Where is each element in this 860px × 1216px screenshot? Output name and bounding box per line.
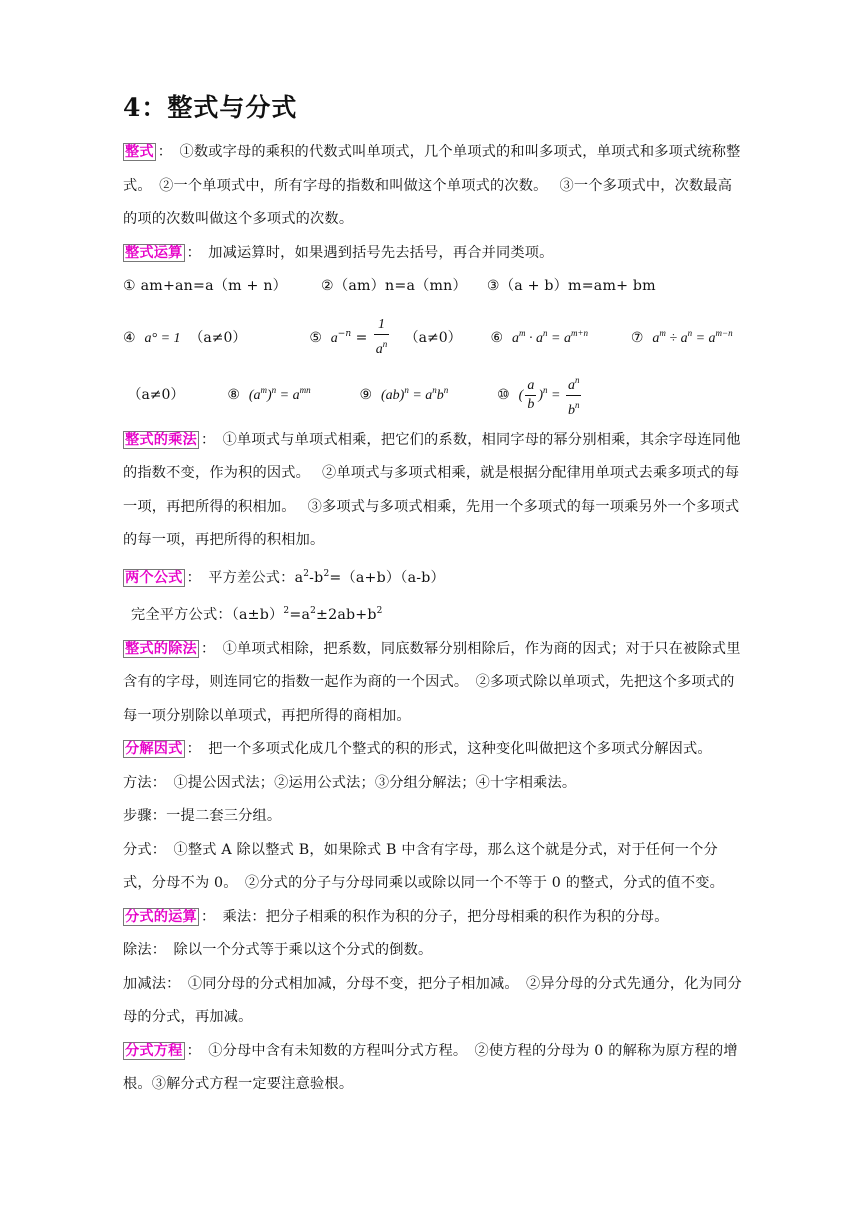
paragraph-chufa: 整式的除法 ： ①单项式相除，把系数，同底数幂分别相除后，作为商的因式；对于只在被除式里含有的字母，则连同它的指数一起作为商的一个因式。 ②多项式除以单项式，先把这个多项式的每一项分别除以单项式，再把所得的商相加。 bbox=[123, 640, 741, 724]
paragraph-gongshi: 两个公式 ： 平方差公式：$a^2-b^2=(a+b)(a-b)$ bbox=[125, 568, 445, 586]
paragraph-chengfa: 整式的乘法 ： ①单项式与单项式相乘，把它们的系数，相同字母的幂分别相乘，其余字母连同他的指数不变，作为积的因式。 ②单项式与多项式相乘，就是根据分配律用单项式去乘多项式的每一项，再把所得的积相加。 ③多项式与多项式相乘，先用一个多项式的每一项乘另外一个多项式的每一项，再把所得的积相加。 bbox=[123, 431, 741, 548]
term-tag: 两个公式 bbox=[125, 569, 183, 586]
term-tag: 整式 bbox=[125, 144, 154, 160]
paragraph-gongshi-2: 完全平方公式：$(a\pm b)^2=a^2\pm 2ab+b^2$ bbox=[131, 606, 383, 623]
paragraph-buzhou: 步骤：一提二套三分组。 bbox=[123, 808, 282, 824]
paragraph-jiajian: 加减法： ①同分母的分式相加减，分母不变，把分子相加减。 ②异分母的分式先通分，化为同分母的分式，再加减。 bbox=[123, 975, 742, 1025]
paragraph-fenjie: 分解因式 ： 把一个多项式化成几个整式的积的形式，这种变化叫做把这个多项式分解因式。 bbox=[125, 741, 712, 757]
fraction: $\frac{a}{b}$ bbox=[527, 377, 535, 412]
fraction: $\frac{a^n}{b^n}$ bbox=[566, 371, 582, 420]
paragraph-yunsuan: 整式运算 ： 加减运算时，如果遇到括号先去括号，再合并同类项。 bbox=[125, 244, 554, 261]
formula-row-1: ④ a° = 1 （a≠0） ⑤ $a^{-n}$ = $\frac{1}{a^n}$ （a≠0） ⑥ $a^m \cdot a^n = a^{m+n}$ ⑦ $a^m \div a^n = a^{m-n}$ bbox=[123, 317, 733, 357]
rules-row: ① am+an=a（m + n） ②（am）n=a（mn） ③（a + b）m=am+ bm bbox=[123, 278, 656, 294]
term-tag: 整式的除法 bbox=[125, 640, 197, 657]
paragraph-fangfa: 方法： ①提公因式法；②运用公式法；③分组分解法；④十字相乘法。 bbox=[123, 774, 577, 791]
fraction: $\frac{1}{a^n}$ bbox=[375, 317, 388, 357]
term-tag: 分解因式 bbox=[125, 741, 183, 757]
term-tag: 分式方程 bbox=[125, 1042, 183, 1059]
formula-row-2: （a≠0） ⑧ $(a^m)^n = a^{mn}$ ⑨ $(ab)^n = a^nb^n$ ⑩ ( $\frac{a}{b}$ )$^n$ = $\frac{a^n}{b^n}$ bbox=[123, 362, 743, 418]
paragraph-fangcheng: 分式方程 ： ①分母中含有未知数的方程叫分式方程。 ②使方程的分母为 0 的解称为原方程的增根。③解分式方程一定要注意验根。 bbox=[123, 1042, 738, 1092]
paragraph-zhengshi: 整式 ： ①数或字母的乘积的代数式叫单项式，几个单项式的和叫多项式，单项式和多项式统称整式。 ②一个单项式中，所有字母的指数和叫做这个单项式的次数。 ③一个多项式中，次数最高的项的次数叫做这个多项式的次数。 bbox=[123, 144, 741, 227]
term-tag: 分式的运算 bbox=[125, 908, 197, 925]
term-tag: 整式运算 bbox=[125, 244, 183, 261]
term-tag: 整式的乘法 bbox=[125, 431, 197, 448]
page-title: 4：整式与分式 bbox=[123, 93, 298, 122]
document-page bbox=[123, 88, 743, 1102]
paragraph-fenshi: 分式： ①整式 A 除以整式 B，如果除式 B 中含有字母，那么这个就是分式，对于任何一个分式，分母不为 0。 ②分式的分子与分母同乘以或除以同一个不等于 0 的整式，分式的值不变。 bbox=[123, 841, 724, 891]
paragraph-fenshi-yunsuan: 分式的运算 ： 乘法：把分子相乘的积作为积的分子，把分母相乘的积作为积的分母。 bbox=[125, 908, 669, 925]
paragraph-chufa2: 除法： 除以一个分式等于乘以这个分式的倒数。 bbox=[123, 942, 433, 958]
